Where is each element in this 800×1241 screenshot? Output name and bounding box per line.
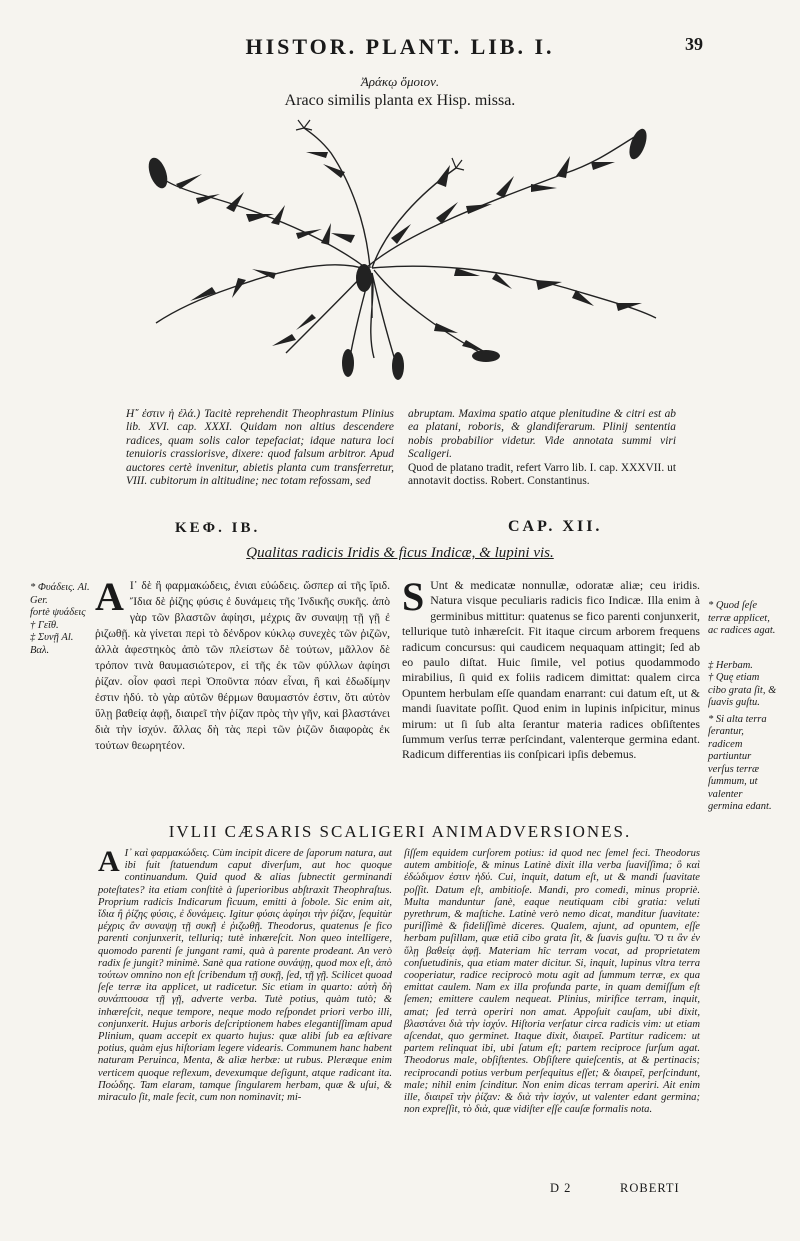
page-number: 39 xyxy=(685,34,703,54)
commentary-dropcap: A xyxy=(98,845,120,878)
commentary-right-column xyxy=(404,848,700,1116)
signature-mark: D 2 xyxy=(550,1181,572,1195)
right-margin-notes xyxy=(708,600,778,814)
left-margin-note: fortè ψυάδεις xyxy=(30,607,86,618)
chapter-heading-greek: ΚΕΦ. ΙΒ. xyxy=(175,520,261,536)
left-margin-note: ‡ Συνῇ Al. Βαλ. xyxy=(30,632,74,656)
plant-woodcut-illustration xyxy=(136,118,676,393)
latin-dropcap: S xyxy=(402,574,425,619)
note-right-text-2: Quod de platano tradit, refert Varro lib. I. cap. XXXVII. ut annotavit doctiss. Robert. Constantinus. xyxy=(408,461,676,488)
left-margin-note: * Φυάδεις. Al. Ger. xyxy=(30,582,90,606)
right-margin-note: ‡ Herbam. xyxy=(708,659,753,671)
commentary-left-text: Ι᾽ καὶ φαρμακώδεις. Cùm incipit dicere de ſaporum natura, aut ibi fuit ſtatuendum caput diverſum, aut hoc quoque continuandum. Quid quod & alias ſubnectit germinandi poteſtates? ita etiam conſtitè à ſuperioribus abſtraxit Theophraſtus. Proprium radicis Indicarum ficuum, emitti à ſobole. Sic enim ait, ἴδια ἢ ῥίζης φύσις, ἐ δυνάμεις. Igitur φύσις ἀφίησι τὴν ῥίζαν, ſequitùr μέχρις ἂν συναψῃ τῇ συκῇ ἐ ῥιζωθῇ. Theodorus, quatenus ſe fico parenti conjunxerit, telluriq; tutè inhæreſcit. Non queo intelligere, quomodo parenti ſe jungant rami, quà à parente prodeant. An verò radix ſe jungit? minimè. Sanè qua ratione συνάψῃ, quod mox eſt, ἀπὸ τούτων omnino non eſt ſcribendum τῇ συκῇ, ſed, τῇ γῇ. Scilicet quoad ſeſe terræ ita applicet, ut radicetur. Sic etiam in quarto: αὐτὴ δὴ συνάπτουσα τῇ γῇ, adverte verba. Tutè potius, quàm tutò; & inhæreſcit, neque tempore, neque modo reſpondet priori verbo illi, conjunxerit. Hujus arboris deſcriptionem habes elegantiſſimam apud Plinium, quam accepit ex quarto hujus: quæ alibi ſub ea æſtivare potius, quàm ejus hiſtoriam legere videaris. Communem hanc habent naturam Peruinca, Menta, & aliæ herbæ: ut rubus. Pleræque enim verticem quoque reflexum, devexumque deſigunt, atque radicant ita. Ποώδης. Tam elaram, tamque ſingularem herbam, quæ & uſui, & miraculo ſit, male fecit, cum non nominavit; mi- xyxy=(98,848,392,1104)
catchword: ROBERTI xyxy=(620,1181,680,1195)
running-head: HISTOR. PLANT. LIB. I. xyxy=(245,34,555,59)
left-margin-notes xyxy=(30,582,90,657)
right-margin-note: * Quod ſeſe terræ applicet, ac radices agat. xyxy=(708,600,776,636)
latin-text-column xyxy=(402,574,700,763)
commentary-left-column xyxy=(98,845,392,1104)
note-right-column xyxy=(408,408,676,488)
right-margin-note: † Quę etiam cibo grata ſit, & ſuavis guſtu. xyxy=(708,672,777,708)
left-margin-note: † Γεῖθ. xyxy=(30,619,59,631)
greek-text-column xyxy=(95,574,390,754)
right-margin-note: * Si alta terra ſerantur, radicem partiuntur verſus terræ ſummum, ut valenter germina edant. xyxy=(708,713,772,812)
note-right-text-1: abruptam. Maxima spatio atque plenitudine & citri est ab ea platani, roboris, & glandiferarum. Plinij sententia nobis probabilior videtur. Vide annotata summi viri Scaligeri. xyxy=(408,408,676,461)
greek-text-body: Ι᾽ δὲ ἢ φαρμακώδεις, ἐνιαι εὐώδεις. ὥσπερ αἱ τῆς ἴριδ. Ἴδια δὲ ῥίζης φύσις ἐ δυνάμεις τῆς Ἰνδικῆς συκῆς. ἀπὸ γὰρ τῶν βλαστῶν ἀφίησι, μέχρις ἂν συναψῃ τῇ γῇ ἐ ῥιζωθῇ. κὰ γίνεται περὶ τὸ δένδρον κύκλῳ συνεχὲς τῶν ῥιζῶν, ἀλλὰ ἀφεστηκὸς ἀπὸ τῶν πλείστων δὲ τούτων, μᾶλλον δὲ τρόπον τινὰ θαυμασιώτερον, εἰ τῆς ἐκ τῶν φύλλων ἀφίησι ῥίζαν. οἷον φασὶ περὶ Ὀποῦντα πόαν εἶναι, ἢ καὶ ἐδωδίμην ἐστιν ἡδύ. τὸ γὰρ αὐτῶν θέρμων θαυμαστόν ἐστιν, ὅτι αὐτὸν ὕλῃ βαθείᾳ ἀφῇ, διαιρεῖ τὴν ῥίζαν πρὸς τὴν γῆν, καὶ βλαστάνει διὰ τὴν ἰσχύν. ἄλλας δὴ τὰς περὶ τῶν ῥιζῶν διαφορὰς ἐκ τούτων θεωρητέον. xyxy=(95,579,390,752)
greek-plant-title: Ἀράκῳ ὅμοιον. xyxy=(360,74,440,89)
note-left-text: Η῎ ἐστιν ἡ ἐλά.) Tacitè reprehendit Theophrastum Plinius lib. XVI. cap. XXXI. Quidam non altius descendere radices, quam solis calor tepefaciat; idque natura loci tenuioris crassiorisve, dixere: quod falsum arbitror. Apud auctores certè invenitur, abietis planta cum transferretur, VIII. cubitorum in altitudine; nec totam refossam, sed xyxy=(126,408,394,488)
commentary-right-text: ſiſſem equidem curſorem potius: id quod nec ſemel feci. Theodorus autem ambitioſe, & minus Latinè dixit illa verba ſuaviſſima; ὃ καὶ ἐδώδιμον ἐστιν ἡδύ. Cui, inquit, datum eſt, ut & mandi ſuavitate poſſit. Datum eſt, ambitioſe. Mandi, pro comedi, minus propriè. Multa manduntur ſanè, eaque neutiquam cibi gratia: veluti pyrethrum, & maſtiche. Latinè verò nemo dicat, manditur ſuavitate: puriſſimè & fideliſſimè diceres. Qualem, ajunt, ad opuntem, eſſe herbam puſillam, quæ etiã cibo grata ſit, & ſuavis guſtu. Ὅ τι ἂν ἐν ὕλῃ βαθείᾳ ἀφῇ. Materiam hîc terram vocat, ad proprietatem conſuetudinis, qua etiam mater dicitur. Si, inquit, lupinus vltra terra cooperiatur, radice reciprocò motu agit ad ſummum terræ, ex qua emittat caulem. Nam ex illa profunda parte, in quam demiſſum eſt ſemen; emittere caulem nequeat. Plinius, mirifice terram, inquit, amat; ſed terrà operiri non amat. Appoſuit cauſam, ubi dixit, βλαστάνει διὰ τὴν ἰσχύν. Hiſtoria verſatur circa radicis vim: ut etiam aſcendat, quo germinet. Itaque dixit, διαιρεῖ. Partitur radicem: ut partem relinquat ibi, ubi ſatum eſt; partem reciproce ſurſum agat. Theodorus male, obſiſtentes. Obſiſtere quieſcentis, at & pertinacis; reciprocandi potius verbum perſequitus eſſet; & διαιρεῖ, perſcindunt, male; nihil enim ſcinditur. Non enim dicas terram aperiri. Ait enim ille, διαιρεῖ τὴν ῥίζαν: & διὰ τὴν ἰσχύν, ut valenter edant germina; non expreſſit, τὸ διὰ, quæ vidiſter eſſe cauſæ formalis nota. xyxy=(404,848,700,1116)
latin-plant-title: Araco similis planta ex Hisp. missa. xyxy=(284,92,516,109)
chapter-heading-latin: CAP. XII. xyxy=(508,518,603,535)
note-left-column xyxy=(126,408,394,488)
commentary-heading: IVLII CÆSARIS SCALIGERI ANIMADVERSIONES. xyxy=(168,822,632,841)
greek-dropcap: Α xyxy=(95,574,124,619)
chapter-subtitle: Qualitas radicis Iridis & ficus Indicæ, & lupini vis. xyxy=(246,545,554,561)
latin-text-body: Unt & medicatæ nonnullæ, odoratæ aliæ; ceu iridis. Natura visque peculiaris radicis fico Indicæ. Illa enim à germinibus mittitur: quatenus se fico parenti conjunxerit, tellurique tutò inhæreſcit. Fit itaque circum arborem frequens radicum concursus: qui caudicem nequaquam attingit; ſed ab eo paulo diſtat. Huic ſimile, vel potius quodammodo mirabilius, ſi quid ex foliis radicem dimittat: qualem circa Opuntem herbulam eſſe quandam enarrant: cui datum eſt, ut & mandi ſuavitate poſſit. Quod enim in lupinis inſpicitur, minus mirum: ut ſi ſub alta ſerantur materia radices obſiſtentes ſummum verſus terræ perſcindant, valenterque germina edant. Radicum differentias iis conſpicari ipſis debemus. xyxy=(402,578,700,762)
